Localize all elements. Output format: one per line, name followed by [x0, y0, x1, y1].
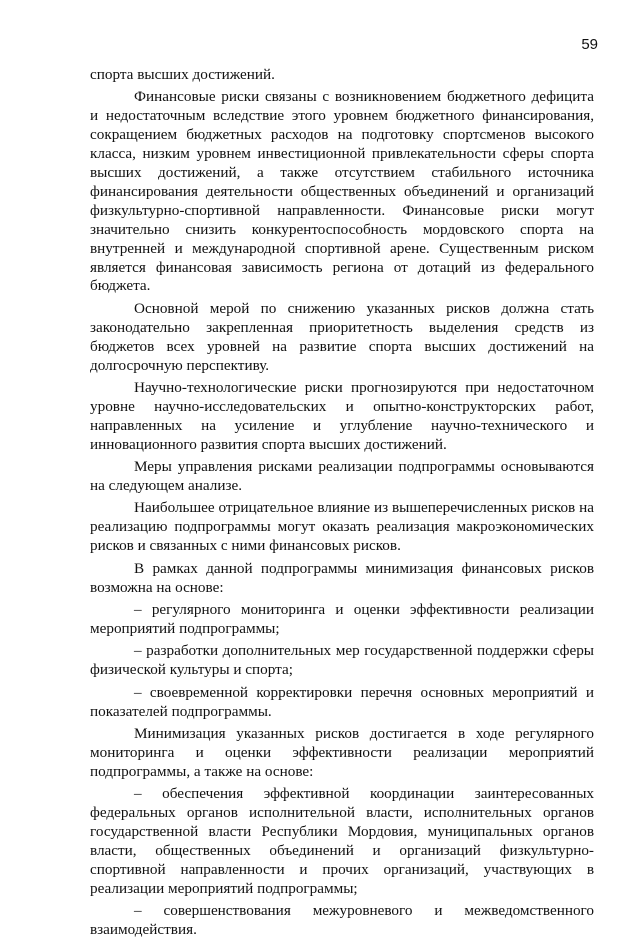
paragraph: спорта высших достижений.	[90, 66, 275, 83]
list-item: – своевременной корректировки перечня основных мероприятий и показателей подпрограммы.	[90, 683, 594, 720]
body-text	[90, 66, 594, 943]
paragraph: Научно-технологические риски прогнозируются при недостаточном уровне научно-исследовательских и опытно-конструкторских работ, направленных на усиление и углубление научно-технического и инновационного развития спорта высших достижений.	[90, 379, 594, 453]
list-item: – регулярного мониторинга и оценки эффективности реализации мероприятий подпрограммы;	[90, 600, 594, 637]
paragraph: Меры управления рисками реализации подпрограммы основываются на следующем анализе.	[90, 458, 594, 495]
list-item: – разработки дополнительных мер государственной поддержки сферы физической культуры и спорта;	[90, 642, 594, 679]
list-item: – обеспечения эффективной координации заинтересованных федеральных органов исполнительной власти, исполнительных органов государственной власти Республики Мордовия, муниципальных органов власти, общественных объединений и организаций физкультурно-спортивной направленности и прочих организаций, участвующих в реализации мероприятий подпрограммы;	[90, 785, 594, 897]
paragraph: В рамках данной подпрограммы минимизация финансовых рисков возможна на основе:	[90, 559, 594, 596]
paragraph: Наибольшее отрицательное влияние из вышеперечисленных рисков на реализацию подпрограммы могут оказать реализация макроэкономических рисков и связанных с ними финансовых рисков.	[90, 499, 594, 555]
list-item: – совершенствования межуровневого и межведомственного взаимодействия.	[90, 902, 594, 938]
paragraph: Финансовые риски связаны с возникновением бюджетного дефицита и недостаточным вследствие этого уровнем бюджетного финансирования, сокращением бюджетных расходов на подготовку спортсменов высокого класса, низким уровнем инвестиционной привлекательности сферы спорта высших достижений, а также отсутствием стабильного источника финансирования деятельности общественных объединений и организаций физкультурно-спортивной направленности. Финансовые риски могут значительно снизить конкурентоспособность мордовского спорта на внутренней и международной спортивной арене. Существенным риском является финансовая зависимость региона от дотаций из федерального бюджета.	[90, 88, 594, 295]
paragraph: Минимизация указанных рисков достигается в ходе регулярного мониторинга и оценки эффективности реализации мероприятий подпрограммы, а также на основе:	[90, 724, 594, 780]
page-number: 59	[581, 36, 598, 53]
paragraph: Основной мерой по снижению указанных рисков должна стать законодательно закрепленная приоритетность выделения средств из бюджетов всех уровней на развитие спорта высших достижений на долгосрочную перспективу.	[90, 299, 594, 374]
